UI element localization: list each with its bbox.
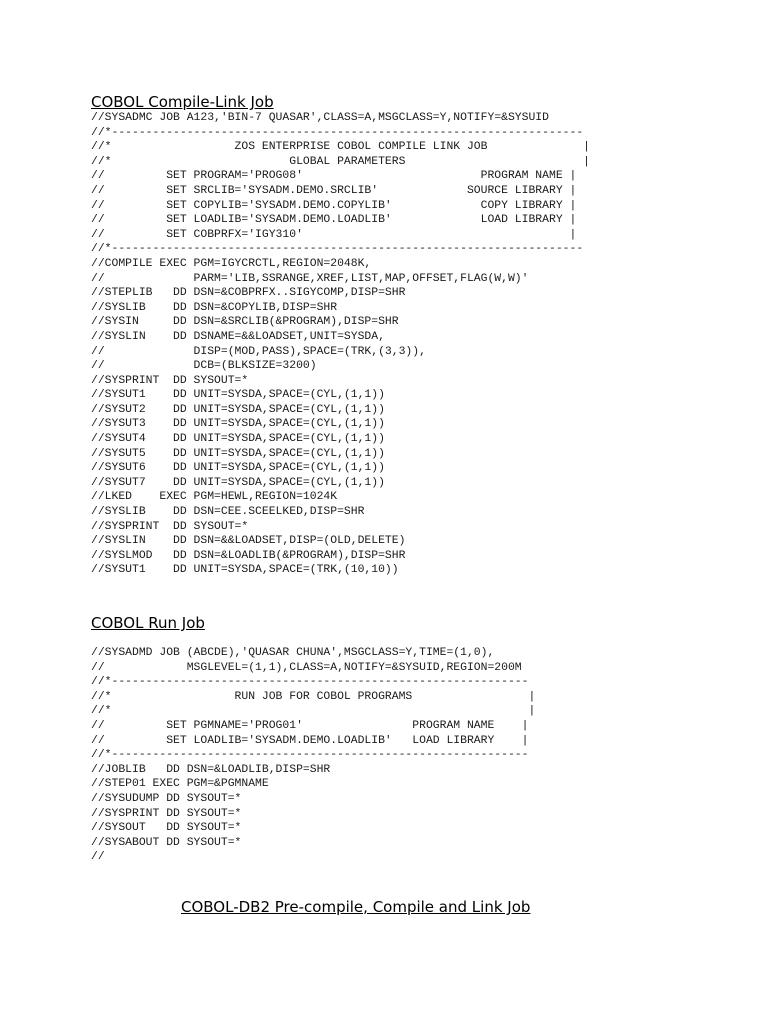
code-line: // SET PGMNAME='PROG01' PROGRAM NAME | — [91, 719, 529, 732]
section-heading-compile-link: COBOL Compile-Link Job — [91, 93, 274, 111]
code-line: //SYSUDUMP DD SYSOUT=* — [91, 792, 242, 805]
code-line: // — [91, 851, 105, 864]
jcl-code-block-compile-link — [91, 111, 590, 578]
jcl-code-block-run-job — [91, 646, 535, 865]
code-line: //*--------------------------------------------------------------------- — [91, 126, 584, 139]
code-line: //SYSPRINT DD SYSOUT=* — [91, 520, 249, 533]
code-line: //SYSUT6 DD UNIT=SYSDA,SPACE=(CYL,(1,1)) — [91, 462, 385, 475]
section-heading-db2-precompile: COBOL-DB2 Pre-compile, Compile and Link Job — [181, 898, 531, 916]
code-line: //SYSUT1 DD UNIT=SYSDA,SPACE=(CYL,(1,1)) — [91, 389, 385, 402]
code-line: //SYSPRINT DD SYSOUT=* — [91, 374, 249, 387]
code-line: //SYSUT5 DD UNIT=SYSDA,SPACE=(CYL,(1,1)) — [91, 447, 385, 460]
code-line: //* ZOS ENTERPRISE COBOL COMPILE LINK JOB | — [91, 141, 590, 154]
code-line: //SYSLMOD DD DSN=&LOADLIB(&PROGRAM),DISP=SHR — [91, 549, 406, 562]
code-line: //SYSUT7 DD UNIT=SYSDA,SPACE=(CYL,(1,1)) — [91, 476, 385, 489]
code-line: //COMPILE EXEC PGM=IGYCRCTL,REGION=2048K, — [91, 257, 372, 270]
code-line: //*------------------------------------------------------------- — [91, 676, 529, 689]
code-line: //SYSUT3 DD UNIT=SYSDA,SPACE=(CYL,(1,1)) — [91, 418, 385, 431]
code-line: //SYSIN DD DSN=&SRCLIB(&PROGRAM),DISP=SHR — [91, 316, 399, 329]
code-line: // SET COPYLIB='SYSADM.DEMO.COPYLIB' COPY LIBRARY | — [91, 199, 577, 212]
code-line: //SYSPRINT DD SYSOUT=* — [91, 807, 242, 820]
code-line: // SET LOADLIB='SYSADM.DEMO.LOADLIB' LOAD LIBRARY | — [91, 214, 577, 227]
code-line: //SYSLIN DD DSNAME=&&LOADSET,UNIT=SYSDA, — [91, 330, 385, 343]
code-line: //SYSABOUT DD SYSOUT=* — [91, 836, 242, 849]
section-heading-run-job: COBOL Run Job — [91, 614, 205, 632]
code-line: //SYSLIB DD DSN=&COPYLIB,DISP=SHR — [91, 301, 338, 314]
code-line: //SYSADMC JOB A123,'BIN-7 QUASAR',CLASS=A,MSGCLASS=Y,NOTIFY=&SYSUID — [91, 112, 549, 124]
code-line: //SYSUT2 DD UNIT=SYSDA,SPACE=(CYL,(1,1)) — [91, 403, 385, 416]
code-line: // SET COBPRFX='IGY310' | — [91, 228, 577, 241]
code-line: //* | — [91, 705, 536, 718]
code-line: //SYSUT4 DD UNIT=SYSDA,SPACE=(CYL,(1,1)) — [91, 433, 385, 446]
code-line: //STEPLIB DD DSN=&COBPRFX..SIGYCOMP,DISP=SHR — [91, 287, 406, 300]
code-line: // PARM='LIB,SSRANGE,XREF,LIST,MAP,OFFSET,FLAG(W,W)' — [91, 272, 529, 285]
code-line: //SYSLIN DD DSN=&&LOADSET,DISP=(OLD,DELETE) — [91, 535, 406, 548]
code-line: //SYSOUT DD SYSOUT=* — [91, 822, 242, 835]
code-line: //STEP01 EXEC PGM=&PGMNAME — [91, 778, 269, 791]
code-line: //* RUN JOB FOR COBOL PROGRAMS | — [91, 690, 536, 703]
code-line: //*------------------------------------------------------------- — [91, 749, 529, 762]
code-line: //SYSADMD JOB (ABCDE),'QUASAR CHUNA',MSGCLASS=Y,TIME=(1,0), — [91, 647, 495, 659]
code-line: //LKED EXEC PGM=HEWL,REGION=1024K — [91, 491, 338, 504]
code-line: //* GLOBAL PARAMETERS | — [91, 155, 590, 168]
code-line: // SET LOADLIB='SYSADM.DEMO.LOADLIB' LOAD LIBRARY | — [91, 734, 529, 747]
code-line: // MSGLEVEL=(1,1),CLASS=A,NOTIFY=&SYSUID,REGION=200M — [91, 661, 522, 674]
code-line: //JOBLIB DD DSN=&LOADLIB,DISP=SHR — [91, 763, 331, 776]
code-line: // SET PROGRAM='PROG08' PROGRAM NAME | — [91, 170, 577, 183]
code-line: //SYSLIB DD DSN=CEE.SCEELKED,DISP=SHR — [91, 506, 365, 519]
code-line: // DCB=(BLKSIZE=3200) — [91, 360, 317, 373]
code-line: //*--------------------------------------------------------------------- — [91, 243, 584, 256]
code-line: // DISP=(MOD,PASS),SPACE=(TRK,(3,3)), — [91, 345, 426, 358]
code-line: // SET SRCLIB='SYSADM.DEMO.SRCLIB' SOURCE LIBRARY | — [91, 184, 577, 197]
code-line: //SYSUT1 DD UNIT=SYSDA,SPACE=(TRK,(10,10)) — [91, 564, 399, 577]
